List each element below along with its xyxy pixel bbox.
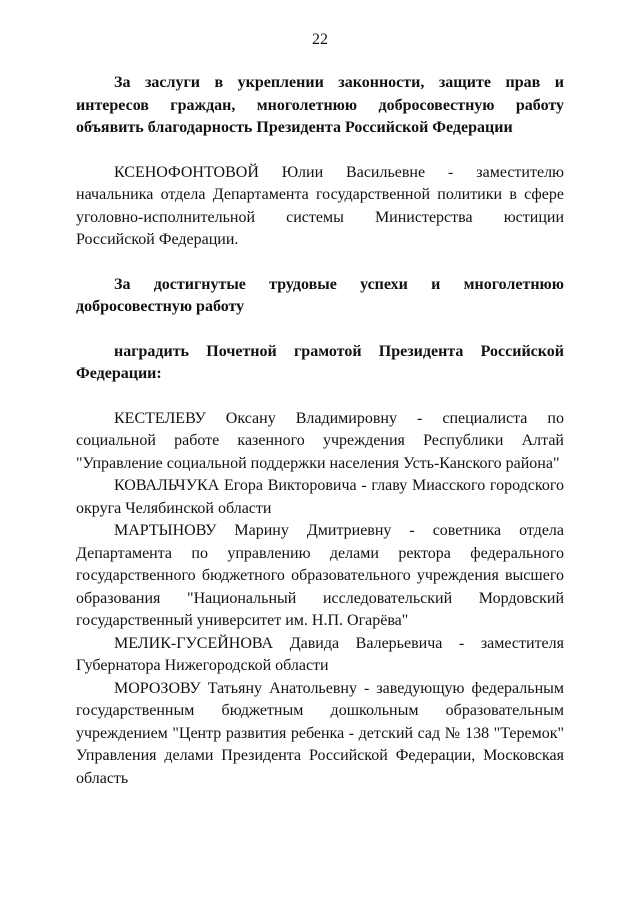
section2-heading: За достигнутые трудовые успехи и многолетнюю добросовестную работу: [76, 275, 564, 315]
award-entry: МАРТЫНОВУ Марину Дмитриевну - советника отдела Департамента по управлению делами ректора федерального государственного бюджетного образовательного учреждения высшего образования "Национальный исследовательский Мордовский государственный университет им. Н.П. Огарёва": [76, 522, 564, 629]
page-number: 22: [312, 31, 328, 48]
award-entry: КОВАЛЬЧУКА Егора Викторовича - главу Миасского городского округа Челябинской области: [76, 477, 564, 517]
section2-subheading: наградить Почетной грамотой Президента Российской Федерации:: [76, 342, 564, 382]
award-entry: МОРОЗОВУ Татьяну Анатольевну - заведующую федеральным государственным бюджетным дошкольным образовательным учреждением "Центр развития ребенка - детский сад № 138 "Теремок" Управления делами Президента Российской Федерации, Московская область: [76, 679, 564, 787]
award-entry: КЕСТЕЛЕВУ Оксану Владимировну - специалиста по социальной работе казенного учреждения Республики Алтай "Управление социальной поддержки населения Усть-Канского района": [76, 409, 564, 472]
document-body: [76, 72, 564, 790]
award-entry: МЕЛИК-ГУСЕЙНОВА Давида Валерьевича - заместителя Губернатора Нижегородской области: [76, 634, 564, 674]
section1-heading: За заслуги в укреплении законности, защите прав и интересов граждан, многолетнюю добросовестную работу объявить благодарность Президента Российской Федерации: [76, 74, 564, 136]
award-entry: КСЕНОФОНТОВОЙ Юлии Васильевне - заместителю начальника отдела Департамента государственной политики в сфере уголовно-исполнительной системы Министерства юстиции Российской Федерации.: [76, 163, 564, 248]
